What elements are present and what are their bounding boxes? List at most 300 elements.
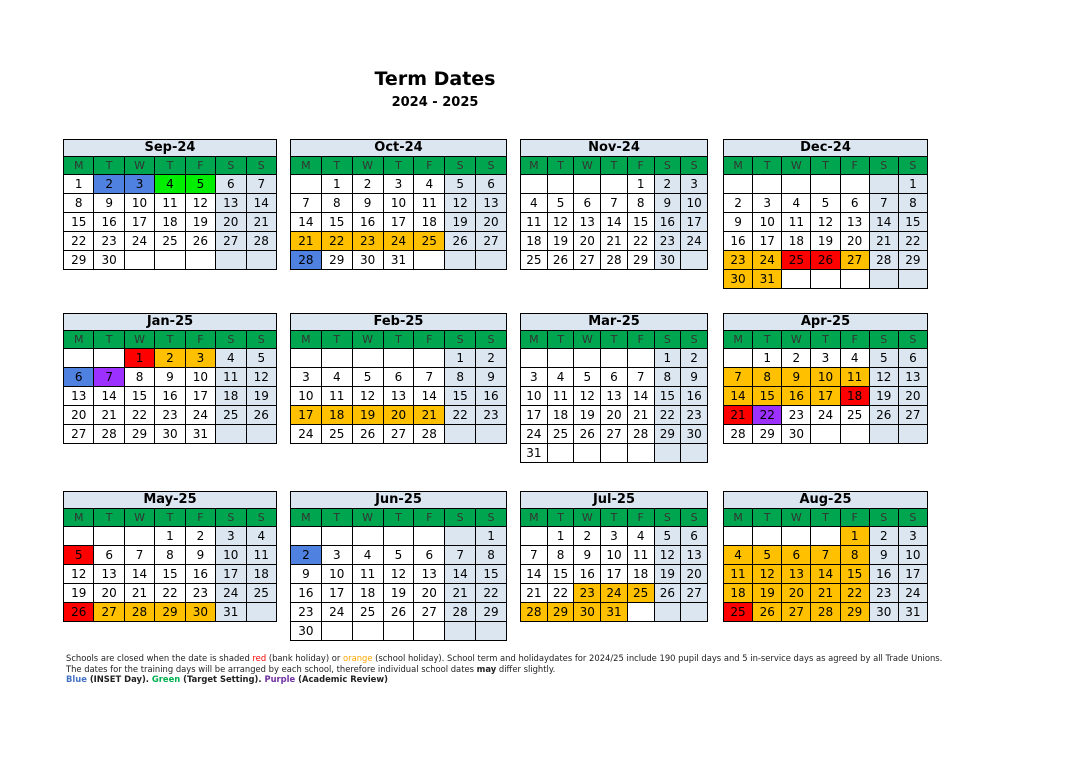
weekday-header: T <box>601 509 628 527</box>
date-cell: 2 <box>574 527 601 546</box>
date-cell: 29 <box>476 603 507 622</box>
date-cell: 13 <box>383 387 414 406</box>
date-cell: 9 <box>654 194 681 213</box>
weekday-header: S <box>445 509 476 527</box>
date-cell: 20 <box>681 565 708 584</box>
notes-text: (bank holiday) or <box>266 653 344 663</box>
date-cell: 15 <box>753 387 782 406</box>
weekday-header: M <box>64 509 94 527</box>
date-cell: 5 <box>64 546 94 565</box>
date-cell: 9 <box>574 546 601 565</box>
empty-cell <box>840 175 869 194</box>
date-cell: 8 <box>840 546 869 565</box>
date-cell: 8 <box>654 368 681 387</box>
month-name: Jun-25 <box>291 492 507 509</box>
date-cell: 24 <box>601 584 628 603</box>
date-cell: 22 <box>476 584 507 603</box>
date-cell: 17 <box>898 565 927 584</box>
weekday-header: T <box>811 157 840 175</box>
date-cell: 28 <box>724 425 753 444</box>
date-cell: 18 <box>155 213 185 232</box>
date-cell: 7 <box>94 368 124 387</box>
month-name: Feb-25 <box>291 314 507 331</box>
weekday-header: T <box>94 157 124 175</box>
date-cell: 28 <box>94 425 124 444</box>
date-cell: 1 <box>898 175 927 194</box>
date-cell: 21 <box>724 406 753 425</box>
date-cell: 23 <box>681 406 708 425</box>
empty-cell <box>414 527 445 546</box>
weekday-header: F <box>185 509 215 527</box>
date-cell: 3 <box>124 175 154 194</box>
empty-cell <box>445 622 476 641</box>
date-cell: 3 <box>321 546 352 565</box>
weekday-header: F <box>414 157 445 175</box>
weekday-header: F <box>840 157 869 175</box>
empty-cell <box>574 444 601 463</box>
date-cell: 12 <box>654 546 681 565</box>
empty-cell <box>627 603 654 622</box>
date-cell: 27 <box>574 251 601 270</box>
date-cell: 20 <box>782 584 811 603</box>
date-cell: 20 <box>476 213 507 232</box>
weekday-header: S <box>216 157 246 175</box>
date-cell: 26 <box>185 232 215 251</box>
month-calendar <box>290 313 507 444</box>
date-cell: 14 <box>869 213 898 232</box>
date-cell: 26 <box>574 425 601 444</box>
date-cell: 14 <box>94 387 124 406</box>
empty-cell <box>124 527 154 546</box>
date-cell: 30 <box>654 251 681 270</box>
month-calendar <box>520 491 708 622</box>
date-cell: 4 <box>155 175 185 194</box>
date-cell: 2 <box>476 349 507 368</box>
weekday-header: T <box>155 331 185 349</box>
date-cell: 14 <box>627 387 654 406</box>
weekday-header: T <box>321 331 352 349</box>
date-cell: 31 <box>601 603 628 622</box>
weekday-header: S <box>898 509 927 527</box>
weekday-header: W <box>782 157 811 175</box>
weekday-header: S <box>445 157 476 175</box>
date-cell: 1 <box>476 527 507 546</box>
date-cell: 16 <box>654 213 681 232</box>
date-cell: 31 <box>753 270 782 289</box>
date-cell: 9 <box>185 546 215 565</box>
date-cell: 22 <box>547 584 574 603</box>
date-cell: 7 <box>869 194 898 213</box>
date-cell: 12 <box>246 368 276 387</box>
date-cell: 27 <box>898 406 927 425</box>
date-cell: 5 <box>246 349 276 368</box>
date-cell: 21 <box>627 406 654 425</box>
date-cell: 6 <box>94 546 124 565</box>
date-cell: 3 <box>601 527 628 546</box>
date-cell: 4 <box>246 527 276 546</box>
date-cell: 21 <box>246 213 276 232</box>
date-cell: 31 <box>185 425 215 444</box>
empty-cell <box>811 425 840 444</box>
date-cell: 13 <box>898 368 927 387</box>
date-cell: 4 <box>782 194 811 213</box>
date-cell: 10 <box>681 194 708 213</box>
weekday-header: M <box>64 331 94 349</box>
weekday-header: S <box>246 157 276 175</box>
weekday-header: W <box>352 331 383 349</box>
date-cell: 23 <box>352 232 383 251</box>
empty-cell <box>898 425 927 444</box>
date-cell: 13 <box>476 194 507 213</box>
date-cell: 5 <box>445 175 476 194</box>
date-cell: 1 <box>547 527 574 546</box>
date-cell: 1 <box>155 527 185 546</box>
date-cell: 5 <box>869 349 898 368</box>
empty-cell <box>681 444 708 463</box>
empty-cell <box>445 425 476 444</box>
empty-cell <box>547 444 574 463</box>
date-cell: 2 <box>681 349 708 368</box>
month-table <box>723 139 928 289</box>
date-cell: 13 <box>840 213 869 232</box>
date-cell: 10 <box>521 387 548 406</box>
date-cell: 23 <box>476 406 507 425</box>
date-cell: 25 <box>724 603 753 622</box>
date-cell: 15 <box>124 387 154 406</box>
date-cell: 23 <box>155 406 185 425</box>
weekday-header: S <box>869 331 898 349</box>
date-cell: 18 <box>521 232 548 251</box>
notes-text: (school holiday). School term and holidaydates for 2024/25 include 190 pupil days and 5 in-service days as agreed by all Trade Unions. <box>372 653 943 663</box>
date-cell: 29 <box>627 251 654 270</box>
month-name: Jul-25 <box>521 492 708 509</box>
month-table <box>723 313 928 444</box>
date-cell: 16 <box>869 565 898 584</box>
empty-cell <box>414 622 445 641</box>
date-cell: 7 <box>724 368 753 387</box>
date-cell: 6 <box>414 546 445 565</box>
date-cell: 23 <box>782 406 811 425</box>
date-cell: 28 <box>869 251 898 270</box>
date-cell: 17 <box>521 406 548 425</box>
date-cell: 31 <box>216 603 246 622</box>
empty-cell <box>574 349 601 368</box>
empty-cell <box>352 622 383 641</box>
date-cell: 25 <box>216 406 246 425</box>
date-cell: 5 <box>352 368 383 387</box>
empty-cell <box>869 175 898 194</box>
date-cell: 13 <box>574 213 601 232</box>
date-cell: 18 <box>840 387 869 406</box>
date-cell: 24 <box>753 251 782 270</box>
date-cell: 13 <box>64 387 94 406</box>
date-cell: 11 <box>627 546 654 565</box>
weekday-header: T <box>811 331 840 349</box>
date-cell: 21 <box>601 232 628 251</box>
date-cell: 22 <box>753 406 782 425</box>
date-cell: 16 <box>574 565 601 584</box>
date-cell: 17 <box>185 387 215 406</box>
date-cell: 3 <box>291 368 322 387</box>
month-table <box>520 313 708 463</box>
date-cell: 9 <box>724 213 753 232</box>
weekday-header: M <box>291 331 322 349</box>
date-cell: 17 <box>321 584 352 603</box>
date-cell: 16 <box>352 213 383 232</box>
month-table <box>290 491 507 641</box>
date-cell: 25 <box>246 584 276 603</box>
date-cell: 4 <box>521 194 548 213</box>
date-cell: 1 <box>840 527 869 546</box>
notes-line-1 <box>66 653 966 664</box>
date-cell: 10 <box>321 565 352 584</box>
month-table <box>63 491 277 622</box>
date-cell: 7 <box>291 194 322 213</box>
empty-cell <box>840 425 869 444</box>
date-cell: 19 <box>753 584 782 603</box>
date-cell: 17 <box>811 387 840 406</box>
weekday-header: S <box>476 509 507 527</box>
date-cell: 12 <box>352 387 383 406</box>
weekday-header: M <box>724 157 753 175</box>
date-cell: 6 <box>476 175 507 194</box>
date-cell: 18 <box>216 387 246 406</box>
date-cell: 27 <box>414 603 445 622</box>
month-calendar <box>290 139 507 270</box>
date-cell: 27 <box>94 603 124 622</box>
month-calendar <box>63 491 277 622</box>
weekday-header: S <box>869 157 898 175</box>
date-cell: 27 <box>383 425 414 444</box>
empty-cell <box>321 527 352 546</box>
date-cell: 15 <box>654 387 681 406</box>
weekday-header: S <box>654 331 681 349</box>
date-cell: 30 <box>574 603 601 622</box>
date-cell: 28 <box>601 251 628 270</box>
date-cell: 12 <box>445 194 476 213</box>
date-cell: 24 <box>898 584 927 603</box>
empty-cell <box>782 527 811 546</box>
weekday-header: T <box>383 157 414 175</box>
green-label: Green <box>151 674 181 685</box>
weekday-header: W <box>124 331 154 349</box>
weekday-header: S <box>681 509 708 527</box>
date-cell: 2 <box>654 175 681 194</box>
empty-cell <box>476 425 507 444</box>
notes-line-3 <box>66 674 966 685</box>
date-cell: 16 <box>291 584 322 603</box>
weekday-header: T <box>94 331 124 349</box>
month-calendar <box>290 491 507 641</box>
date-cell: 24 <box>216 584 246 603</box>
month-table <box>63 139 277 270</box>
date-cell: 29 <box>654 425 681 444</box>
date-cell: 12 <box>185 194 215 213</box>
date-cell: 20 <box>898 387 927 406</box>
weekday-header: S <box>216 509 246 527</box>
date-cell: 19 <box>352 406 383 425</box>
month-table <box>520 139 708 270</box>
empty-cell <box>782 175 811 194</box>
empty-cell <box>246 251 276 270</box>
empty-cell <box>654 444 681 463</box>
empty-cell <box>547 349 574 368</box>
date-cell: 1 <box>124 349 154 368</box>
date-cell: 24 <box>321 603 352 622</box>
month-name: May-25 <box>64 492 277 509</box>
empty-cell <box>64 527 94 546</box>
page-subtitle: 2024 - 2025 <box>391 95 479 110</box>
date-cell: 22 <box>321 232 352 251</box>
weekday-header: W <box>574 509 601 527</box>
date-cell: 16 <box>185 565 215 584</box>
date-cell: 23 <box>654 232 681 251</box>
month-name: Apr-25 <box>724 314 928 331</box>
date-cell: 17 <box>383 213 414 232</box>
date-cell: 2 <box>155 349 185 368</box>
date-cell: 1 <box>753 349 782 368</box>
month-calendar <box>723 491 928 622</box>
weekday-header: S <box>681 331 708 349</box>
date-cell: 9 <box>155 368 185 387</box>
date-cell: 20 <box>840 232 869 251</box>
date-cell: 16 <box>782 387 811 406</box>
date-cell: 15 <box>64 213 94 232</box>
date-cell: 27 <box>782 603 811 622</box>
date-cell: 24 <box>811 406 840 425</box>
month-table <box>723 491 928 622</box>
date-cell: 6 <box>840 194 869 213</box>
green-desc: (Target Setting). <box>180 674 265 685</box>
date-cell: 24 <box>185 406 215 425</box>
date-cell: 29 <box>124 425 154 444</box>
date-cell: 20 <box>94 584 124 603</box>
weekday-header: T <box>155 157 185 175</box>
date-cell: 9 <box>681 368 708 387</box>
date-cell: 19 <box>547 232 574 251</box>
notes-line-2 <box>66 664 966 675</box>
date-cell: 26 <box>547 251 574 270</box>
date-cell: 31 <box>383 251 414 270</box>
weekday-header: S <box>216 331 246 349</box>
month-name: Mar-25 <box>521 314 708 331</box>
empty-cell <box>601 349 628 368</box>
weekday-header: W <box>574 157 601 175</box>
weekday-header: M <box>521 331 548 349</box>
date-cell: 18 <box>627 565 654 584</box>
date-cell: 3 <box>216 527 246 546</box>
empty-cell <box>383 349 414 368</box>
date-cell: 31 <box>521 444 548 463</box>
empty-cell <box>414 349 445 368</box>
date-cell: 26 <box>64 603 94 622</box>
date-cell: 14 <box>811 565 840 584</box>
empty-cell <box>811 270 840 289</box>
orange-word: orange <box>343 653 373 663</box>
date-cell: 15 <box>840 565 869 584</box>
page-title: Term Dates <box>374 68 496 90</box>
date-cell: 30 <box>185 603 215 622</box>
date-cell: 25 <box>627 584 654 603</box>
date-cell: 4 <box>547 368 574 387</box>
date-cell: 4 <box>414 175 445 194</box>
date-cell: 18 <box>782 232 811 251</box>
month-name: Aug-25 <box>724 492 928 509</box>
date-cell: 22 <box>155 584 185 603</box>
date-cell: 29 <box>898 251 927 270</box>
date-cell: 21 <box>94 406 124 425</box>
date-cell: 15 <box>476 565 507 584</box>
date-cell: 20 <box>414 584 445 603</box>
weekday-header: S <box>246 509 276 527</box>
date-cell: 9 <box>869 546 898 565</box>
weekday-header: M <box>521 509 548 527</box>
date-cell: 19 <box>246 387 276 406</box>
date-cell: 12 <box>64 565 94 584</box>
date-cell: 8 <box>64 194 94 213</box>
weekday-header: T <box>383 509 414 527</box>
weekday-header: F <box>627 331 654 349</box>
date-cell: 4 <box>352 546 383 565</box>
date-cell: 28 <box>811 603 840 622</box>
date-cell: 7 <box>414 368 445 387</box>
date-cell: 25 <box>547 425 574 444</box>
date-cell: 11 <box>782 213 811 232</box>
empty-cell <box>383 527 414 546</box>
date-cell: 29 <box>321 251 352 270</box>
weekday-header: M <box>291 509 322 527</box>
empty-cell <box>724 349 753 368</box>
date-cell: 26 <box>383 603 414 622</box>
date-cell: 3 <box>185 349 215 368</box>
date-cell: 9 <box>352 194 383 213</box>
date-cell: 30 <box>782 425 811 444</box>
date-cell: 16 <box>681 387 708 406</box>
date-cell: 11 <box>521 213 548 232</box>
date-cell: 2 <box>185 527 215 546</box>
date-cell: 5 <box>185 175 215 194</box>
weekday-header: F <box>185 331 215 349</box>
date-cell: 29 <box>753 425 782 444</box>
date-cell: 24 <box>681 232 708 251</box>
empty-cell <box>724 527 753 546</box>
date-cell: 8 <box>753 368 782 387</box>
date-cell: 20 <box>601 406 628 425</box>
date-cell: 24 <box>521 425 548 444</box>
date-cell: 17 <box>216 565 246 584</box>
month-calendar <box>520 139 708 270</box>
date-cell: 19 <box>574 406 601 425</box>
legend-notes <box>66 653 966 685</box>
date-cell: 17 <box>124 213 154 232</box>
date-cell: 4 <box>216 349 246 368</box>
empty-cell <box>601 175 628 194</box>
date-cell: 21 <box>869 232 898 251</box>
date-cell: 8 <box>627 194 654 213</box>
month-table <box>520 491 708 622</box>
date-cell: 8 <box>155 546 185 565</box>
date-cell: 12 <box>753 565 782 584</box>
date-cell: 27 <box>216 232 246 251</box>
weekday-header: W <box>124 157 154 175</box>
weekday-header: T <box>601 331 628 349</box>
weekday-header: W <box>352 509 383 527</box>
date-cell: 23 <box>724 251 753 270</box>
date-cell: 16 <box>155 387 185 406</box>
date-cell: 20 <box>216 213 246 232</box>
weekday-header: S <box>246 331 276 349</box>
date-cell: 22 <box>898 232 927 251</box>
